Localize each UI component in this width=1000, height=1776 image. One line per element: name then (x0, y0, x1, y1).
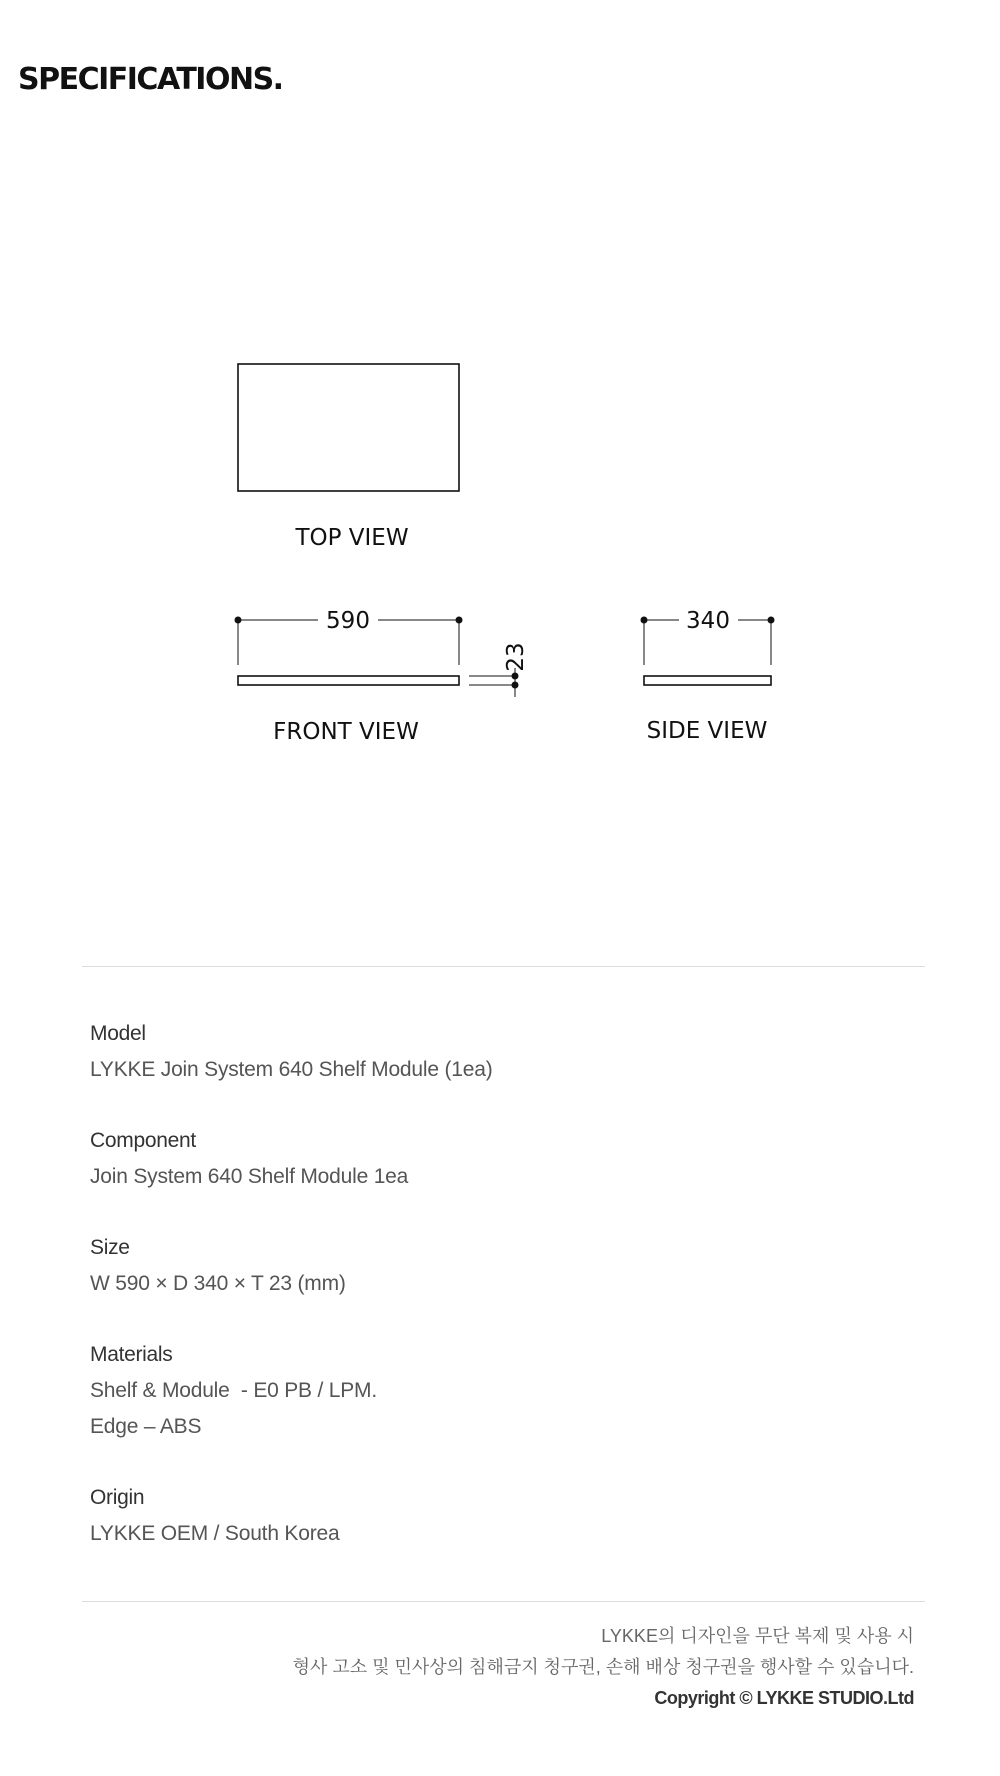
spec-value: Shelf & Module - E0 PB / LPM. (90, 1379, 377, 1402)
side-view-label: SIDE VIEW (646, 718, 768, 744)
copyright-text: Copyright © LYKKE STUDIO.Ltd (654, 1688, 914, 1708)
spec-label: Materials (90, 1343, 173, 1366)
page-title: SPECIFICATIONS. (18, 62, 283, 97)
spec-value: Join System 640 Shelf Module 1ea (90, 1165, 409, 1188)
dimension-dot (512, 673, 519, 680)
spec-label: Origin (90, 1486, 145, 1509)
spec-list (90, 1016, 910, 1587)
spec-label: Model (90, 1022, 146, 1045)
dimension-dot (456, 617, 463, 624)
divider-top (82, 966, 925, 967)
spec-origin (90, 1480, 910, 1552)
dimension-dot (768, 617, 775, 624)
spec-label: Component (90, 1129, 196, 1152)
spec-model (90, 1016, 910, 1088)
notice-line: LYKKE의 디자인을 무단 복제 및 사용 시 (601, 1626, 914, 1646)
front-view-label: FRONT VIEW (273, 719, 419, 745)
spec-value: LYKKE OEM / South Korea (90, 1522, 340, 1545)
dimension-dot (235, 617, 242, 624)
front-view-outline (238, 676, 459, 685)
spec-label: Size (90, 1236, 130, 1259)
spec-materials (90, 1337, 910, 1445)
side-view-outline (644, 676, 771, 685)
spec-value: W 590 × D 340 × T 23 (mm) (90, 1272, 346, 1295)
front-width-value: 590 (326, 608, 370, 634)
specification-drawing (0, 0, 1000, 780)
spec-size (90, 1230, 910, 1302)
spec-value: LYKKE Join System 640 Shelf Module (1ea) (90, 1058, 493, 1081)
front-thickness-value: 23 (503, 642, 529, 672)
dimension-dot (641, 617, 648, 624)
copyright-notice (293, 1621, 914, 1714)
divider-bottom (82, 1601, 925, 1602)
spec-value: Edge – ABS (90, 1415, 202, 1438)
spec-component (90, 1123, 910, 1195)
dimension-dot (512, 682, 519, 689)
side-depth-value: 340 (686, 608, 730, 634)
notice-line: 형사 고소 및 민사상의 침해금지 청구권, 손해 배상 청구권을 행사할 수 있습니다. (292, 1657, 914, 1677)
top-view-outline (238, 364, 459, 491)
top-view-label: TOP VIEW (295, 525, 409, 551)
